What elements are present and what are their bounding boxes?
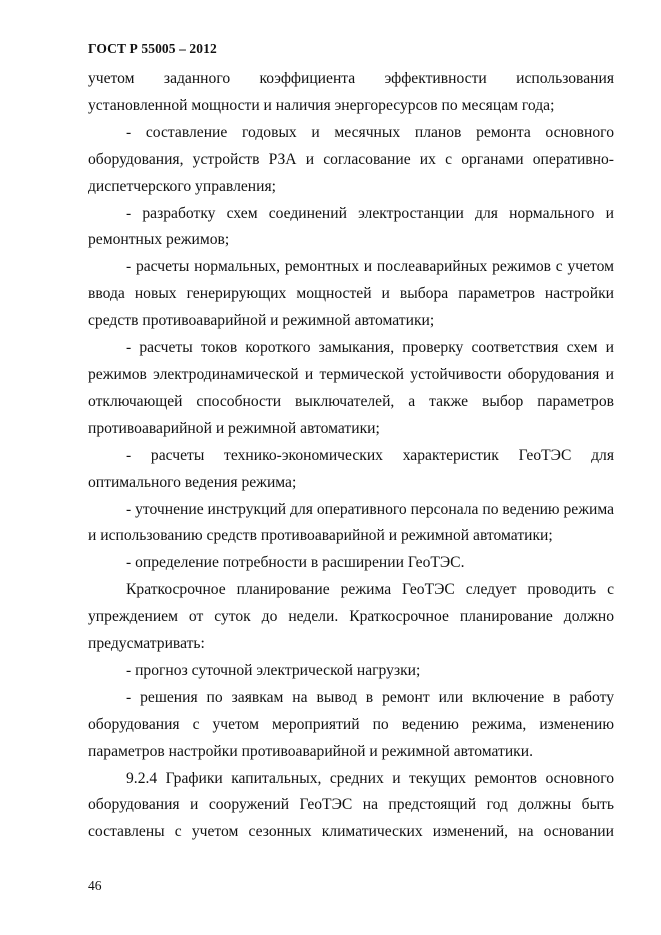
paragraph-section-9-2-4: 9.2.4 Графики капитальных, средних и текущих ремонтов основного оборудования и сооружений ГеоТЭС на предстоящий год должны быть составлены с учетом сезонных климатических изменений, на основании [88,769,614,841]
page-number: 46 [88,878,102,893]
body-text [88,66,614,846]
list-item-connection-schemes: - разработку схем соединений электростанции для нормального и ремонтных режимов; [88,204,614,249]
page-header: ГОСТ Р 55005 – 2012 [88,41,217,56]
list-item-instructions-update: - уточнение инструкций для оперативного персонала по ведению режима и использованию средств противоаварийной и режимной автоматики; [88,500,614,545]
list-item-load-forecast: - прогноз суточной электрической нагрузки; [126,661,421,679]
list-item-short-circuit-calculations: - расчеты токов короткого замыкания, проверку соответствия схем и режимов электродинамической и термической устойчивости оборудования и отключающей способности выключателей, а также выбор параметров противоаварийной и режимной автоматики; [88,339,614,437]
list-item-economic-characteristics: - расчеты технико-экономических характеристик ГеоТЭС для оптимального ведения режима; [88,446,614,491]
paragraph-continuation: учетом заданного коэффициента эффективности использования установленной мощности и наличия энергоресурсов по месяцам года; [88,70,614,114]
list-item-repair-plans: - составление годовых и месячных планов ремонта основного оборудования, устройств РЗА и согласование их с органами оперативно-диспетчерского управления; [88,123,614,195]
paragraph-short-term-planning: Краткосрочное планирование режима ГеоТЭС следует проводить с упреждением от суток до недели. Краткосрочное планирование должно предусматривать: [88,581,614,653]
list-item-expansion-needs: - определение потребности в расширении ГеоТЭС. [126,554,465,572]
list-item-mode-calculations: - расчеты нормальных, ремонтных и послеаварийных режимов с учетом ввода новых генерирующих мощностей и выбора параметров настройки средств противоаварийной и режимной автоматики; [88,258,614,330]
list-item-repair-requests: - решения по заявкам на вывод в ремонт или включение в работу оборудования с учетом мероприятий по ведению режима, изменению параметров настройки противоаварийной и режимной автоматики. [88,688,614,760]
